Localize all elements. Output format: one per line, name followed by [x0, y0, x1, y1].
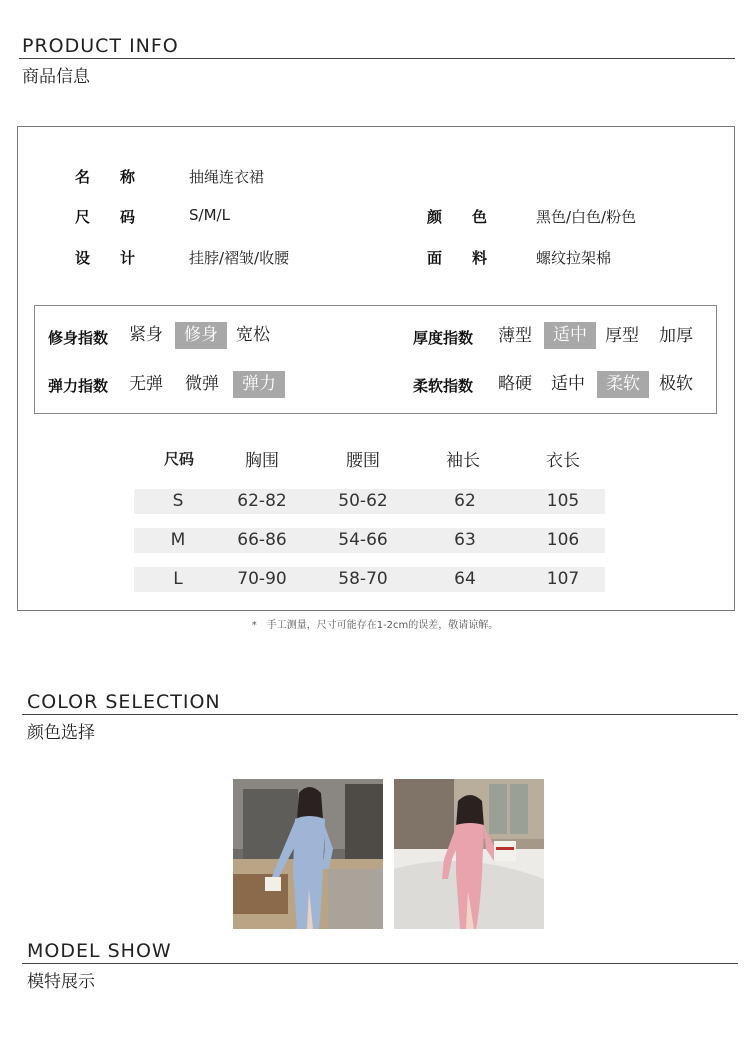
table-cell: 70-90 — [237, 569, 287, 589]
elasticity-index-label: 弹力指数 — [48, 377, 109, 395]
table-cell: 58-70 — [338, 569, 388, 589]
product-info-subtitle: 商品信息 — [22, 67, 90, 87]
table-cell: L — [173, 569, 183, 589]
elasticity-option-slight: 微弹 — [185, 374, 219, 394]
table-cell: 107 — [546, 569, 580, 589]
softness-option-very-soft: 极软 — [659, 374, 693, 394]
table-cell: M — [170, 530, 186, 550]
softness-index-label: 柔软指数 — [413, 377, 474, 395]
spec-name-value: 抽绳连衣裙 — [189, 168, 265, 186]
model-show-divider — [22, 963, 738, 964]
table-cell: 64 — [454, 569, 476, 589]
table-cell: S — [172, 491, 184, 511]
pink-dress-photo-image — [394, 779, 544, 929]
elasticity-option-stretch-selected: 弹力 — [233, 371, 285, 398]
table-cell: 50-62 — [338, 491, 388, 511]
size-table-header-size: 尺码 — [163, 450, 194, 468]
softness-option-medium: 适中 — [551, 374, 585, 394]
blue-dress-photo[interactable] — [233, 779, 383, 929]
spec-color-label: 颜 色 — [427, 208, 488, 226]
fit-option-loose: 宽松 — [236, 325, 270, 345]
spec-size-label: 尺 码 — [75, 208, 136, 226]
product-info-divider — [19, 58, 735, 59]
spec-design-value: 挂脖/褶皱/收腰 — [189, 249, 290, 267]
table-cell: 66-86 — [237, 530, 287, 550]
thickness-option-medium-selected: 适中 — [544, 322, 596, 349]
softness-option-firm: 略硬 — [498, 374, 532, 394]
thickness-option-extra-thick: 加厚 — [659, 326, 693, 346]
size-table-header-length: 衣长 — [546, 451, 580, 471]
fit-option-tight: 紧身 — [129, 325, 163, 345]
measurement-note: * 手工测量，尺寸可能存在1-2cm的误差，敬请谅解。 — [251, 620, 499, 631]
size-table-header-waist: 腰围 — [346, 451, 380, 471]
spec-fabric-label: 面 料 — [427, 249, 488, 267]
thickness-option-thin: 薄型 — [498, 326, 532, 346]
size-table-header-chest: 胸围 — [245, 451, 279, 471]
thickness-option-thick: 厚型 — [605, 326, 639, 346]
color-selection-title: COLOR SELECTION — [27, 691, 221, 713]
color-selection-subtitle: 颜色选择 — [27, 723, 95, 743]
size-table-header-sleeve: 袖长 — [446, 451, 480, 471]
spec-name-label: 名 称 — [75, 168, 136, 186]
spec-color-value: 黑色/白色/粉色 — [536, 208, 637, 226]
fit-index-label: 修身指数 — [48, 329, 109, 347]
elasticity-option-none: 无弹 — [129, 374, 163, 394]
blue-dress-photo-image — [233, 779, 383, 929]
pink-dress-photo[interactable] — [394, 779, 544, 929]
table-cell: 62-82 — [237, 491, 287, 511]
table-cell: 54-66 — [338, 530, 388, 550]
spec-design-label: 设 计 — [75, 249, 136, 267]
thickness-index-label: 厚度指数 — [413, 329, 474, 347]
model-show-subtitle: 模特展示 — [27, 972, 95, 992]
color-selection-divider — [22, 714, 738, 715]
product-info-title: PRODUCT INFO — [22, 35, 179, 57]
table-cell: 106 — [546, 530, 580, 550]
fit-option-slim-selected: 修身 — [175, 322, 227, 349]
softness-option-soft-selected: 柔软 — [597, 371, 649, 398]
spec-size-value: S/M/L — [189, 206, 230, 224]
table-cell: 62 — [454, 491, 476, 511]
table-cell: 105 — [546, 491, 580, 511]
table-cell: 63 — [454, 530, 476, 550]
model-show-title: MODEL SHOW — [27, 940, 172, 962]
spec-fabric-value: 螺纹拉架棉 — [536, 249, 612, 267]
